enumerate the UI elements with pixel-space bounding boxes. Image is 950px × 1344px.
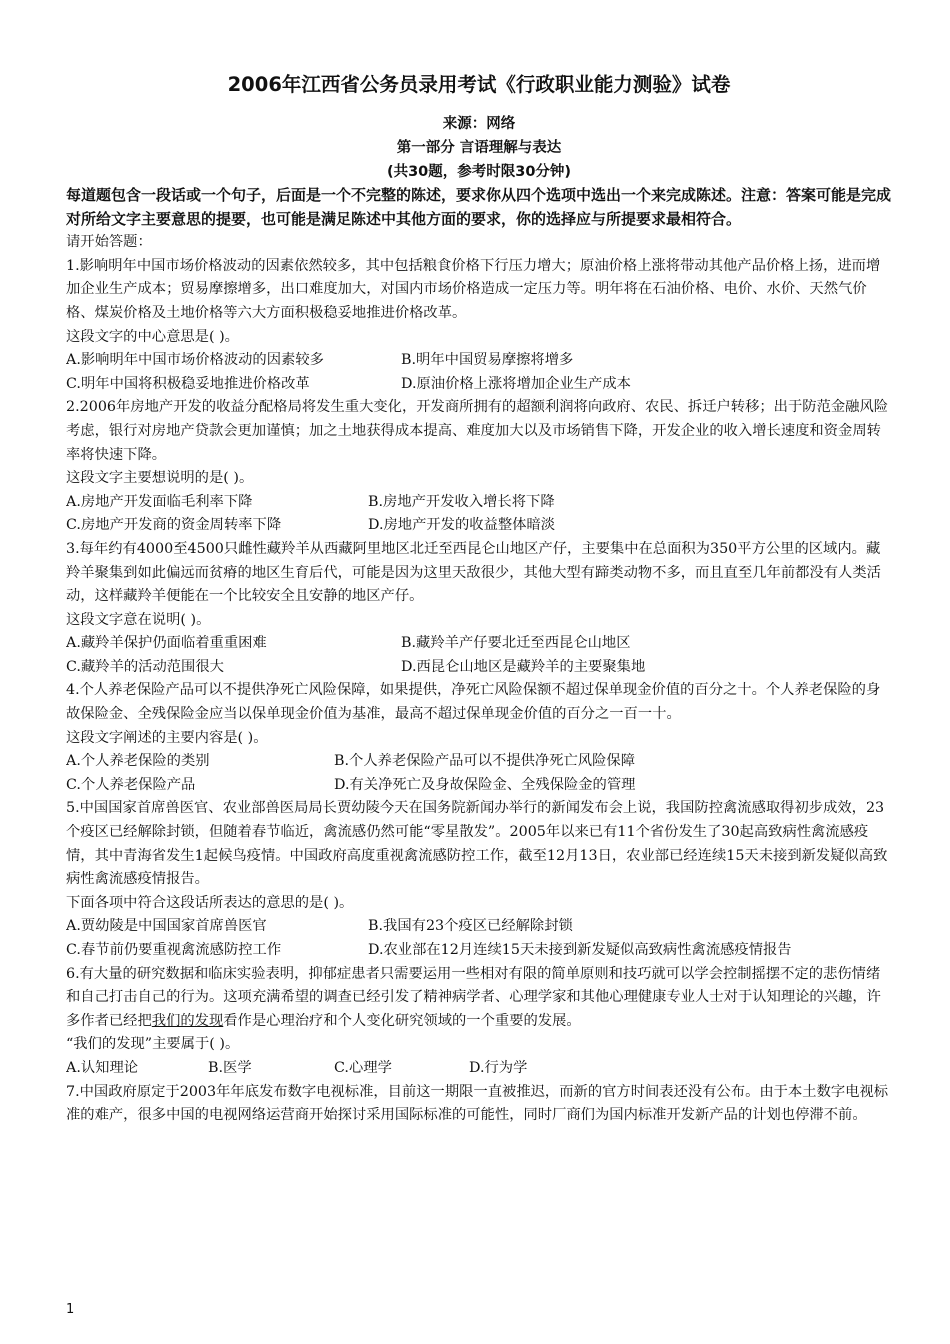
question-2-prompt: 这段文字主要想说明的是( )。 (66, 470, 254, 487)
document-page (66, 72, 892, 1128)
question-2-options-row1 (66, 491, 892, 515)
question-2-text: 2.2006年房地产开发的收益分配格局将发生重大变化，开发商所拥有的超额利润将向政府、农民、拆迁户转移；出于防范金融风险考虑，银行对房地产贷款会更加谨慎；加之土地获得成本提高、难度加大以及市场销售下降，开发企业的收入增长速度和资金周转率将快速下降。 (66, 399, 889, 463)
question-6-underlined-phrase: 我们的发现 (151, 1012, 224, 1029)
option-b: B.明年中国贸易摩擦将增多 (401, 352, 574, 369)
question-3-prompt: 这段文字意在说明( )。 (66, 611, 211, 628)
option-c: C.个人养老保险产品 (66, 776, 196, 793)
option-b: B.个人养老保险产品可以不提供净死亡风险保障 (334, 753, 635, 770)
question-6-text (66, 963, 892, 1034)
question-4-options-row2 (66, 774, 892, 798)
question-4-options-row1 (66, 750, 892, 774)
option-c: C.藏羚羊的活动范围很大 (66, 658, 224, 675)
question-5-prompt: 下面各项中符合这段话所表达的意思的是( )。 (66, 894, 354, 911)
instructions: 每道题包含一段话或一个句子，后面是一个不完整的陈述，要求你从四个选项中选出一个来完成陈述。注意：答案可能是完成对所给文字主要意思的提要，也可能是满足陈述中其他方面的要求，你的选择应与所提要求最相符合。 (66, 186, 892, 228)
option-c: C.明年中国将积极稳妥地推进价格改革 (66, 375, 310, 392)
question-1-options-row1 (66, 349, 892, 373)
question-1-options-row2 (66, 373, 892, 397)
option-b: B.藏羚羊产仔要北迁至西昆仑山地区 (401, 635, 631, 652)
question-6-text-part1: 6.有大量的研究数据和临床实验表明，抑郁症患者只需要运用一些相对有限的简单原则和技巧就可以学会控制摇摆不定的悲伤情绪和自己打击自己的行为。这项充满希望的调查已经引发了精神病学者、心理学家和其他心理健康专业人士对于认知理论的兴趣，许多作者已经把 (66, 965, 881, 1029)
option-d: D.原油价格上涨将增加企业生产成本 (401, 375, 631, 392)
option-c: C.心理学 (334, 1059, 392, 1076)
question-6-options-row (66, 1057, 892, 1081)
question-4-prompt: 这段文字阐述的主要内容是( )。 (66, 729, 268, 746)
question-7-text: 7.中国政府原定于2003年年底发布数字电视标准，目前这一期限一直被推迟，而新的官方时间表还没有公布。由于本土数字电视标准的难产，很多中国的电视网络运营商开始探讨采用国际标准的可能性，同时厂商们为国内标准开发新产品的计划也停滞不前。 (66, 1083, 889, 1124)
option-a: A.房地产开发面临毛利率下降 (66, 493, 253, 510)
option-d: D.行为学 (469, 1059, 528, 1076)
question-6-prompt: “我们的发现”主要属于( )。 (66, 1036, 240, 1053)
option-c: C.房地产开发商的资金周转率下降 (66, 517, 282, 534)
question-1-text: 1.影响明年中国市场价格波动的因素依然较多，其中包括粮食价格下行压力增大；原油价格上涨将带动其他产品价格上扬，进而增加企业生产成本；贸易摩擦增多，出口难度加大，对国内市场价格造成一定压力等。明年将在石油价格、电价、水价、天然气价格、煤炭价格及土地价格等六大方面积极稳妥地推进价格改革。 (66, 257, 881, 321)
option-d: D.有关净死亡及身故保险金、全残保险金的管理 (334, 776, 636, 793)
option-d: D.房地产开发的收益整体暗淡 (368, 517, 556, 534)
question-5-options-row2 (66, 939, 892, 963)
option-d: D.西昆仑山地区是藏羚羊的主要聚集地 (401, 658, 646, 675)
exam-title: 2006年江西省公务员录用考试《行政职业能力测验》试卷 (227, 73, 731, 96)
option-a: A.贾幼陵是中国国家首席兽医官 (66, 918, 267, 935)
question-6-text-part2: 看作是心理治疗和个人变化研究领域的一个重要的发展。 (223, 1012, 581, 1029)
question-3-options-row2 (66, 656, 892, 680)
question-5-text: 5.中国国家首席兽医官、农业部兽医局局长贾幼陵今天在国务院新闻办举行的新闻发布会上说，我国防控禽流感取得初步成效，23个疫区已经解除封锁，但随着春节临近，禽流感仍然可能“零星散发”。2005年以来已有11个省份发生了30起高致病性禽流感疫情，其中青海省发生1起候鸟疫情。中国政府高度重视禽流感防控工作，截至12月13日，农业部已经连续15天未接到新发疑似高致病性禽流感疫情报告。 (66, 800, 888, 888)
option-b: B.房地产开发收入增长将下降 (368, 493, 555, 510)
option-a: A.影响明年中国市场价格波动的因素较多 (66, 352, 324, 369)
question-count: (共30题，参考时限30分钟) (386, 164, 572, 180)
question-4-text: 4.个人养老保险产品可以不提供净死亡风险保障，如果提供，净死亡风险保额不超过保单现金价值的百分之十。个人养老保险的身故保险金、全残保险金应当以保单现金价值为基准，最高不超过保单现金价值的百分之一百一十。 (66, 682, 881, 723)
option-d: D.农业部在12月连续15天未接到新发疑似高致病性禽流感疫情报告 (368, 942, 792, 958)
option-b: B.医学 (208, 1059, 252, 1076)
option-a: A.个人养老保险的类别 (66, 753, 210, 770)
source-line: 来源：网络 (442, 116, 516, 132)
part-heading: 第一部分 言语理解与表达 (396, 140, 562, 156)
question-1-prompt: 这段文字的中心意思是( )。 (66, 328, 239, 345)
start-prompt: 请开始答题： (66, 234, 152, 251)
question-3-options-row1 (66, 632, 892, 656)
option-a: A.认知理论 (66, 1059, 139, 1076)
option-c: C.春节前仍要重视禽流感防控工作 (66, 942, 282, 958)
question-3-text: 3.每年约有4000至4500只雌性藏羚羊从西藏阿里地区北迁至西昆仑山地区产仔，主要集中在总面积为350平方公里的区域内。藏羚羊聚集到如此偏远而贫瘠的地区生育后代，可能是因为这里天敌很少，其他大型有蹄类动物不多，而且直至几年前都没有人类活动，这样藏羚羊便能在一个比较安全且安静的地区产仔。 (66, 540, 881, 605)
option-b: B.我国有23个疫区已经解除封锁 (368, 918, 573, 935)
page-number: 1 (66, 1302, 75, 1317)
option-a: A.藏羚羊保护仍面临着重重困难 (66, 635, 267, 652)
question-5-options-row1 (66, 915, 892, 939)
question-2-options-row2 (66, 514, 892, 538)
